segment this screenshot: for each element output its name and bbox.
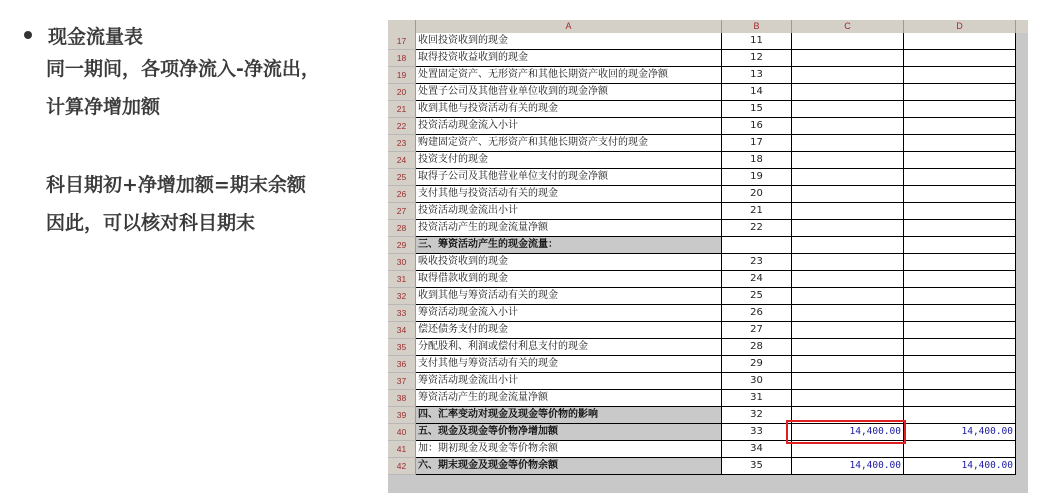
table-row [388,424,1016,441]
cell-b[interactable]: 13 [722,67,792,84]
cell-a[interactable]: 五、现金及现金等价物净增加额 [416,424,722,441]
spreadsheet[interactable] [388,20,1028,493]
cell-d[interactable] [904,50,1016,67]
cell-a[interactable]: 投资活动产生的现金流量净额 [416,220,722,237]
row-number[interactable]: 30 [388,254,416,271]
table-row [388,305,1016,322]
column-header-b[interactable]: B [722,20,792,33]
table-row [388,101,1016,118]
cell-a[interactable]: 加：期初现金及现金等价物余额 [416,441,722,458]
table-row [388,356,1016,373]
cell-d[interactable] [904,67,1016,84]
row-number[interactable]: 32 [388,288,416,305]
row-number[interactable]: 28 [388,220,416,237]
cell-b[interactable]: 31 [722,390,792,407]
cell-a[interactable]: 筹资活动现金流出小计 [416,373,722,390]
cell-d[interactable] [904,169,1016,186]
table-row [388,118,1016,135]
cell-d[interactable] [904,220,1016,237]
cell-a[interactable]: 投资活动现金流入小计 [416,118,722,135]
cell-a[interactable]: 偿还债务支付的现金 [416,322,722,339]
text-line-2: 计算净增加额 [46,96,161,118]
cell-c[interactable] [792,33,904,50]
highlight-box [786,420,906,444]
cell-d[interactable] [904,33,1016,50]
row-number[interactable]: 37 [388,373,416,390]
row-number[interactable]: 27 [388,203,416,220]
table-row [388,339,1016,356]
cell-c[interactable] [792,84,904,101]
table-row [388,458,1016,475]
cell-b[interactable]: 32 [722,407,792,424]
cell-a[interactable]: 投资支付的现金 [416,152,722,169]
cell-d[interactable] [904,237,1016,254]
cell-c[interactable] [792,322,904,339]
text-line-3: 科目期初+净增加额=期末余额 [46,174,306,196]
table-row [388,237,1016,254]
corner-cell[interactable] [388,20,416,33]
cell-d[interactable] [904,356,1016,373]
cell-b[interactable]: 11 [722,33,792,50]
table-row [388,390,1016,407]
cell-b[interactable]: 30 [722,373,792,390]
bullet-title: 现金流量表 [48,25,144,48]
cell-c[interactable] [792,135,904,152]
cell-b[interactable]: 17 [722,135,792,152]
table-row [388,33,1016,50]
cell-c[interactable] [792,186,904,203]
cell-c[interactable]: 14,400.00 [792,458,904,475]
cell-a[interactable]: 收回投资收到的现金 [416,33,722,50]
cell-d[interactable] [904,288,1016,305]
row-number[interactable]: 17 [388,33,416,50]
row-number[interactable]: 41 [388,441,416,458]
table-row [388,152,1016,169]
table-row [388,67,1016,84]
cell-a[interactable]: 六、期末现金及现金等价物余额 [416,458,722,475]
row-number[interactable]: 35 [388,339,416,356]
row-number[interactable]: 42 [388,458,416,475]
cell-c[interactable] [792,152,904,169]
table-row [388,220,1016,237]
cell-b[interactable]: 29 [722,356,792,373]
cell-a[interactable]: 筹资活动产生的现金流量净额 [416,390,722,407]
row-number[interactable]: 34 [388,322,416,339]
bullet-heading [22,20,382,50]
column-header-d[interactable]: D [904,20,1016,33]
cell-d[interactable] [904,101,1016,118]
row-number[interactable]: 20 [388,84,416,101]
cell-b[interactable]: 18 [722,152,792,169]
cell-c[interactable] [792,50,904,67]
cell-b[interactable]: 33 [722,424,792,441]
cell-b[interactable]: 21 [722,203,792,220]
cell-c[interactable] [792,288,904,305]
cell-a[interactable]: 取得子公司及其他营业单位支付的现金净额 [416,169,722,186]
cell-d[interactable] [904,407,1016,424]
table-row [388,84,1016,101]
cell-b[interactable]: 23 [722,254,792,271]
cell-c[interactable] [792,356,904,373]
cell-d[interactable] [904,152,1016,169]
cell-b[interactable]: 14 [722,84,792,101]
column-header-a[interactable]: A [416,20,722,33]
row-number[interactable]: 31 [388,271,416,288]
table-row [388,441,1016,458]
cell-c[interactable] [792,271,904,288]
cell-a[interactable]: 处置固定资产、无形资产和其他长期资产收回的现金净额 [416,67,722,84]
cell-a[interactable]: 三、筹资活动产生的现金流量： [416,237,722,254]
cell-a[interactable]: 筹资活动现金流入小计 [416,305,722,322]
cell-d[interactable] [904,186,1016,203]
cell-d[interactable]: 14,400.00 [904,424,1016,441]
cell-c[interactable] [792,67,904,84]
cell-d[interactable] [904,373,1016,390]
cell-d[interactable] [904,84,1016,101]
cell-d[interactable]: 14,400.00 [904,458,1016,475]
cell-d[interactable] [904,254,1016,271]
table-row [388,254,1016,271]
cell-a[interactable]: 处置子公司及其他营业单位收到的现金净额 [416,84,722,101]
cell-c[interactable] [792,373,904,390]
cell-b[interactable]: 28 [722,339,792,356]
cell-d[interactable] [904,135,1016,152]
table-row [388,288,1016,305]
cell-d[interactable] [904,203,1016,220]
row-number[interactable]: 19 [388,67,416,84]
cell-a[interactable]: 支付其他与投资活动有关的现金 [416,186,722,203]
cell-c[interactable] [792,339,904,356]
cell-d[interactable] [904,322,1016,339]
table-row [388,203,1016,220]
cell-c[interactable] [792,169,904,186]
cell-d[interactable] [904,305,1016,322]
row-number[interactable]: 33 [388,305,416,322]
cell-b[interactable]: 16 [722,118,792,135]
slide-text [22,20,382,242]
row-number[interactable]: 23 [388,135,416,152]
cell-b[interactable]: 35 [722,458,792,475]
cell-b[interactable]: 24 [722,271,792,288]
row-number[interactable]: 29 [388,237,416,254]
cell-c[interactable] [792,118,904,135]
cell-a[interactable]: 购建固定资产、无形资产和其他长期资产支付的现金 [416,135,722,152]
cell-c[interactable] [792,237,904,254]
cell-a[interactable]: 取得投资收益收到的现金 [416,50,722,67]
table-row [388,169,1016,186]
cell-c[interactable] [792,305,904,322]
row-number[interactable]: 26 [388,186,416,203]
row-number[interactable]: 22 [388,118,416,135]
column-header-row [388,20,1028,33]
cell-b[interactable]: 22 [722,220,792,237]
cell-b[interactable]: 20 [722,186,792,203]
row-number[interactable]: 21 [388,101,416,118]
table-row [388,135,1016,152]
cell-d[interactable] [904,271,1016,288]
row-number[interactable]: 24 [388,152,416,169]
row-number[interactable]: 36 [388,356,416,373]
column-header-c[interactable]: C [792,20,904,33]
cell-b[interactable]: 25 [722,288,792,305]
cell-b[interactable]: 26 [722,305,792,322]
cell-a[interactable]: 收到其他与投资活动有关的现金 [416,101,722,118]
cell-c[interactable] [792,390,904,407]
cell-c[interactable] [792,101,904,118]
cell-b[interactable]: 12 [722,50,792,67]
cell-b[interactable]: 19 [722,169,792,186]
cell-d[interactable] [904,339,1016,356]
table-row [388,322,1016,339]
cell-c[interactable] [792,254,904,271]
cell-a[interactable]: 支付其他与筹资活动有关的现金 [416,356,722,373]
cell-a[interactable]: 投资活动现金流出小计 [416,203,722,220]
cell-b[interactable]: 34 [722,441,792,458]
cell-a[interactable]: 收到其他与筹资活动有关的现金 [416,288,722,305]
cell-a[interactable]: 四、汇率变动对现金及现金等价物的影响 [416,407,722,424]
cell-c[interactable] [792,220,904,237]
row-number[interactable]: 39 [388,407,416,424]
cell-a[interactable]: 分配股利、利润或偿付利息支付的现金 [416,339,722,356]
row-number[interactable]: 25 [388,169,416,186]
bullet-dot-icon [24,31,32,39]
table-row [388,271,1016,288]
cell-b[interactable]: 27 [722,322,792,339]
cell-b[interactable]: 15 [722,101,792,118]
cell-c[interactable] [792,203,904,220]
cell-b[interactable] [722,237,792,254]
cell-d[interactable] [904,441,1016,458]
row-number[interactable]: 38 [388,390,416,407]
cell-d[interactable] [904,118,1016,135]
table-row [388,186,1016,203]
text-line-1: 同一期间，各项净流入-净流出， [46,58,320,80]
table-row [388,407,1016,424]
cell-a[interactable]: 吸收投资收到的现金 [416,254,722,271]
text-line-4: 因此，可以核对科目期末 [46,212,256,234]
cell-d[interactable] [904,390,1016,407]
cell-a[interactable]: 取得借款收到的现金 [416,271,722,288]
row-number[interactable]: 40 [388,424,416,441]
sheet-rows [388,33,1016,475]
table-row [388,50,1016,67]
row-number[interactable]: 18 [388,50,416,67]
table-row [388,373,1016,390]
cell-c[interactable]: 14,400.00 [792,424,904,441]
